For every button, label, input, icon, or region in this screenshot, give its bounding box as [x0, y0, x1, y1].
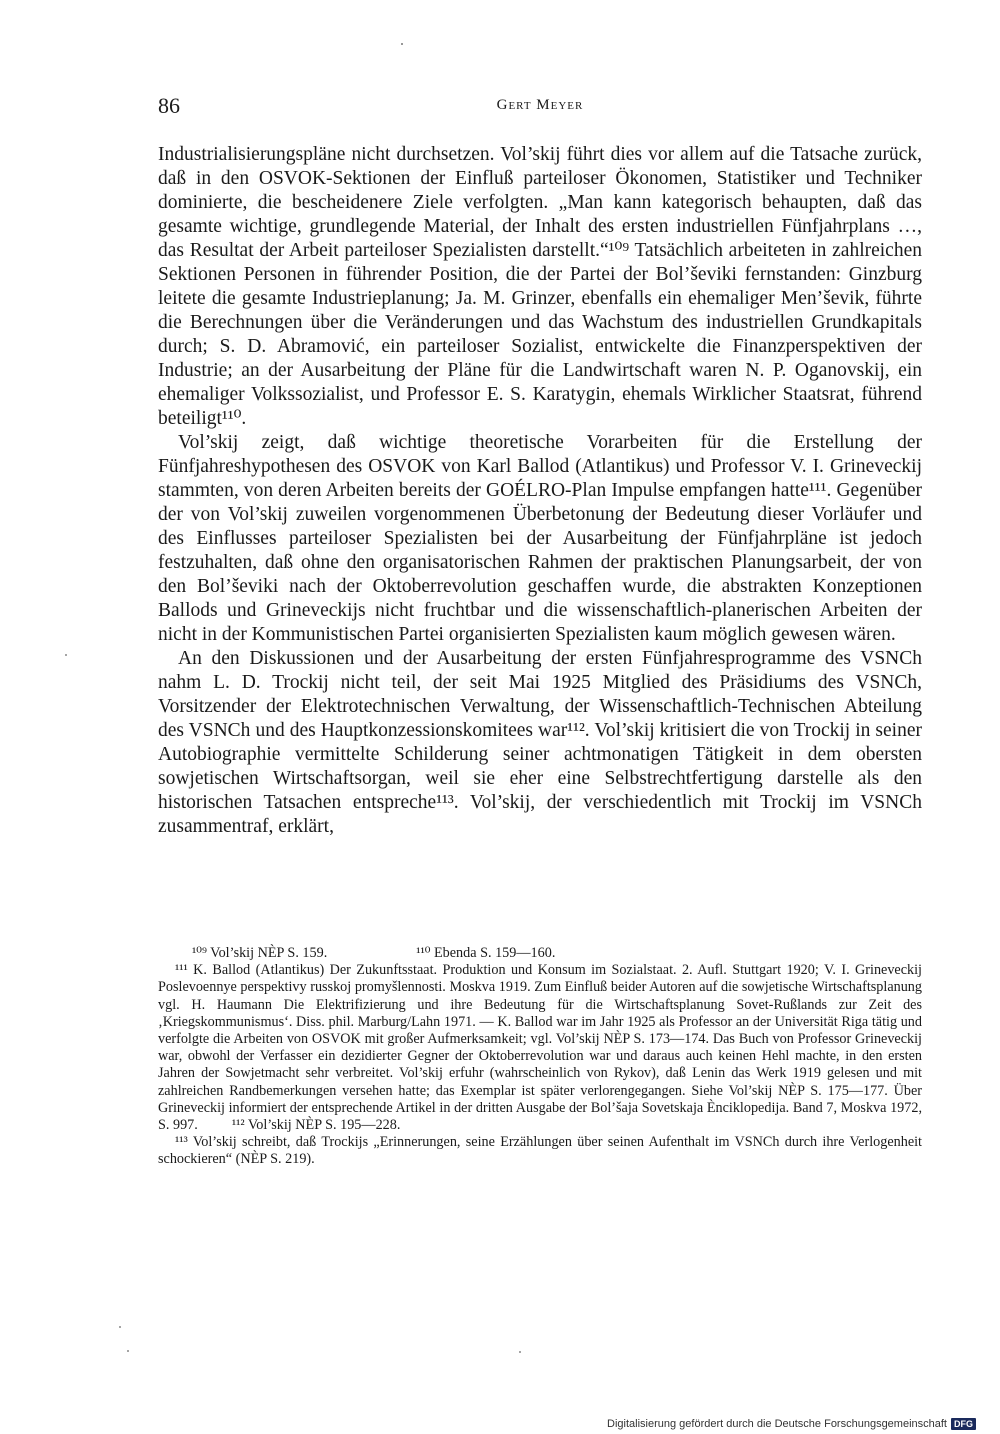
credit-text: Digitalisierung gefördert durch die Deutsche Forschungsgemeinschaft [607, 1418, 947, 1430]
footnote-109: ¹⁰⁹ Vol’skij NÈP S. 159. [192, 945, 328, 961]
paragraph-2: Vol’skij zeigt, daß wichtige theoretische Vorarbeiten für die Erstellung der Fünfjahreshypothesen des OSVOK von Karl Ballod (Atlantikus) und Professor V. I. Grineveckij stammten, von deren Arbeiten bereits der GOÉLRO-Plan Impulse empfangen hatte¹¹¹. Gegenüber der von Vol’skij zuweilen vorgenommenen Überbetonung der Bedeutung dieser Vorläufer und des Einflusses parteiloser Spezialisten bei der Ausarbeitung der Fünfjahrpläne ist jedoch festzuhalten, daß ohne den organisatorischen Rahmen der praktischen Planungsarbeit, der von den Bol’ševiki nach der Oktoberrevolution geschaffen wurde, die abstrakten Konzeptionen Ballods und Grineveckijs nicht fruchtbar und die wissenschaftlich-planerischen Arbeiten der nicht in der Kommunistischen Partei organisierten Spezialisten kaum möglich gewesen wären. [158, 432, 922, 645]
running-head: Gert Meyer [496, 97, 584, 113]
page-header [158, 93, 922, 123]
footnote-111-text: ¹¹¹ K. Ballod (Atlantikus) Der Zukunftsstaat. Produktion und Konsum im Sozialstaat. 2. Aufl. Stuttgart 1920; V. I. Grineveckij Poslevoennye perspektivy russkoj promyšlennosti. Moskva 1919. Zum Einfluß beider Autoren auf die sowjetische Wirtschaftsplanung vgl. H. Haumann Die Elektrifizierung und ihre Bedeutung für die Wirtschaftsplanung Sovet-Rußlands zur Zeit des ‚Kriegskommunismus‘. Diss. phil. Marburg/Lahn 1971. — K. Ballod war im Jahr 1925 als Professor an der Universität Riga tätig und verfolgte die Arbeiten von OSVOK mit großer Aufmerksamkeit; vgl. Vol’skij NÈP S. 173—174. Das Buch von Professor Grineveckij war, obwohl der Verfasser ein dezidierter Gegner der Oktoberrevolution war und daraus auch keinen Hehl machte, in den ersten Jahren der Sowjetmacht sehr verbreitet. Vol’skij erfuhr (wahrscheinlich von Rykov), daß Lenin das Werk 1919 gelesen und mit zahlreichen Randbemerkungen versehen hatte; das Exemplar ist später verlorengegangen. Siehe Vol’skij NÈP S. 175—177. Über Grineveckij informiert der entsprechende Artikel in der dritten Ausgabe der Bol’šaja Sovetskaja Ènciklopedija. Band 7, Moskva 1972, S. 997. [158, 962, 922, 1134]
paragraph-1: Industrialisierungspläne nicht durchsetzen. Vol’skij führt dies vor allem auf die Tatsache zurück, daß in den OSVOK-Sektionen der Einfluß parteiloser Ökonomen, Statistiker und Techniker dominierte, die bescheidenere Ziele verfolgten. „Man kann kategorisch behaupten, daß das gesamte wichtige, grundlegende Material, der Inhalt des ersten industriellen Fünfjahrplans …, das Resultat der Arbeit parteiloser Spezialisten darstellt.“¹⁰⁹ Tatsächlich arbeiteten in zahlreichen Sektionen Personen in führender Position, die der Partei der Bol’ševiki fernstanden: Ginzburg leitete die gesamte Industrieplanung; Ja. M. Grinzer, ebenfalls ein ehemaliger Men’ševik, führte die Berechnungen über die Veränderungen und das Wachstum des industriellen Grundkapitals durch; S. D. Abramović, ein parteiloser Sozialist, entwickelte die Finanzperspektiven der Industrie; an der Ausarbeitung der Pläne für die Landwirtschaft waren N. P. Oganovskij, ein ehemaliger Volkssozialist, und Professor E. S. Karatygin, ehemals Wirklicher Staatsrat, führend beteiligt¹¹⁰. [158, 144, 922, 429]
page-number: 86 [158, 93, 180, 118]
footnote-row-109-110 [158, 945, 922, 962]
footnote-110: ¹¹⁰ Ebenda S. 159—160. [416, 945, 556, 961]
footnotes [158, 945, 922, 1169]
dfg-logo-icon: DFG [951, 1418, 976, 1430]
digitization-credit [607, 1418, 976, 1430]
footnote-111 [158, 962, 922, 1134]
body-text [158, 143, 922, 839]
footnote-113: ¹¹³ Vol’skij schreibt, daß Trockijs „Erinnerungen, seine Erzählungen über seinen Aufenthalt im VSNCh durch ihre Verlogenheit schockieren“ (NÈP S. 219). [158, 1134, 922, 1168]
paragraph-3: An den Diskussionen und der Ausarbeitung der ersten Fünfjahresprogramme des VSNCh nahm L. D. Trockij nicht teil, der seit Mai 1925 Mitglied des Präsidiums des VSNCh, Vorsitzender der Elektrotechnischen Verwaltung, der Wissenschaftlich-Technischen Abteilung des VSNCh und des Hauptkonzessionskomitees war¹¹². Vol’skij kritisiert die von Trockij in seiner Autobiographie vermittelte Schilderung seiner achtmonatigen Tätigkeit in dem obersten sowjetischen Wirtschaftsorgan, weil sie eher eine Selbstrechtfertigung darstelle als den historischen Tatsachen entspreche¹¹³. Vol’skij, der verschiedentlich mit Trockij im VSNCh zusammentraf, erklärt, [158, 648, 922, 837]
footnote-112: ¹¹² Vol’skij NÈP S. 195—228. [231, 1117, 401, 1134]
